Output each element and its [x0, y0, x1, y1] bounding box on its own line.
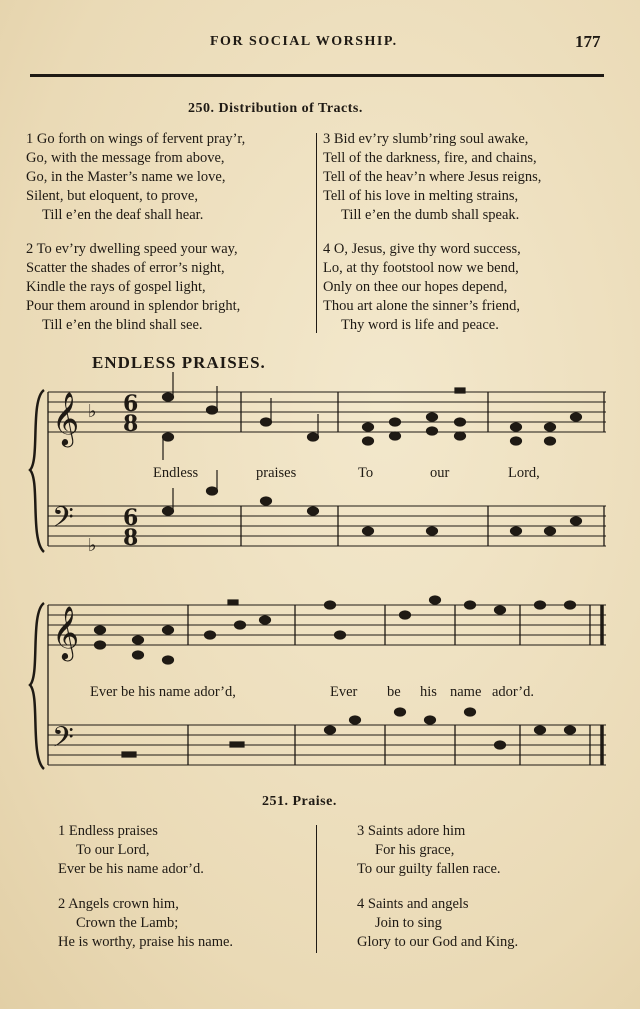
lyric-syllable: be — [387, 684, 401, 700]
flat-icon: ♭ — [88, 535, 97, 556]
lyric-syllable: name — [450, 684, 482, 700]
lyric-syllable: ador’d. — [492, 684, 535, 700]
brace-1 — [30, 390, 44, 552]
verse-line: Only on thee our hopes depend, — [323, 279, 508, 295]
verse-line: He is worthy, praise his name. — [58, 934, 234, 950]
notes-system-1 — [163, 372, 582, 535]
lyric-syllable: Endless — [153, 465, 199, 481]
lyric-syllable: Lord, — [508, 465, 540, 481]
verse-line: 2 To ev’ry dwelling speed your way, — [26, 241, 238, 257]
verse-line: Ever be his name ador’d. — [58, 861, 204, 877]
flat-icon: ♭ — [88, 401, 97, 422]
verse-line: To our Lord, — [76, 842, 150, 858]
hymn-251-verse-3 — [357, 822, 501, 879]
lyric-syllable: our — [430, 465, 450, 481]
tune-title: ENDLESS PRAISES. — [92, 353, 266, 372]
lyric-syllable: To — [358, 465, 374, 481]
page-number: 177 — [575, 32, 601, 51]
verse-line: Thou art alone the sinner’s friend, — [323, 298, 521, 314]
verse-line: 4 O, Jesus, give thy word success, — [323, 241, 521, 257]
brace-2 — [30, 603, 44, 769]
lyric-syllable: his — [420, 684, 437, 700]
verse-line: Silent, but eloquent, to prove, — [26, 188, 198, 204]
verse-line: To our guilty fallen race. — [357, 861, 501, 877]
verse-line: Till e’en the dumb shall speak. — [341, 207, 520, 223]
hymn-251-title: 251. Praise. — [262, 794, 337, 809]
verse-line: Pour them around in splendor bright, — [26, 298, 241, 314]
verse-line: Lo, at thy footstool now we bend, — [323, 260, 519, 276]
verse-line: 1 Endless praises — [58, 823, 158, 839]
verse-line: Thy word is life and peace. — [341, 317, 499, 333]
verse-line: 2 Angels crown him, — [58, 896, 179, 912]
verse-line: Till e’en the deaf shall hear. — [42, 207, 204, 223]
time-sig-bottom-bass: 8 — [123, 525, 139, 551]
verse-line: Tell of the darkness, fire, and chains, — [323, 150, 537, 166]
verse-line: Scatter the shades of error’s night, — [26, 260, 225, 276]
verse-line: Kindle the rays of gospel light, — [26, 279, 206, 295]
verse-line: Till e’en the blind shall see. — [42, 317, 203, 333]
running-title: FOR SOCIAL WORSHIP. — [210, 34, 398, 49]
notes-system-2 — [95, 596, 576, 757]
verse-line: Go, with the message from above, — [26, 150, 225, 166]
staff-treble-2 — [48, 605, 606, 645]
time-sig-bottom-treble: 8 — [123, 411, 139, 437]
hymn-250-title: 250. Distribution of Tracts. — [188, 101, 363, 116]
lyric-syllable: Ever be his name ador’d, — [90, 684, 236, 700]
time-sig-top-treble: 6 — [123, 391, 139, 417]
verse-line: Crown the Lamb; — [76, 915, 179, 931]
hymn-251-verse-1 — [58, 822, 204, 879]
verse-line: Tell of the heav’n where Jesus reigns, — [323, 169, 542, 185]
verse-line: Tell of his love in melting strains, — [323, 188, 519, 204]
verse-line: 4 Saints and angels — [357, 896, 469, 912]
column-divider — [316, 825, 317, 953]
treble-clef-icon: 𝄞 — [52, 605, 80, 659]
treble-clef-icon: 𝄞 — [52, 391, 80, 445]
verse-line: Glory to our God and King. — [357, 934, 519, 950]
lyric-syllable: Ever — [330, 684, 358, 700]
hymn-251-verse-2 — [58, 895, 233, 952]
hymn-251-verse-4 — [357, 895, 518, 952]
verse-line: 3 Saints adore him — [357, 823, 466, 839]
lyric-syllable: praises — [256, 465, 297, 481]
verse-line: Join to sing — [375, 915, 442, 931]
verse-line: 1 Go forth on wings of fervent pray’r, — [26, 131, 246, 147]
verse-line: 3 Bid ev’ry slumb’ring soul awake, — [323, 131, 529, 147]
verse-line: For his grace, — [375, 842, 455, 858]
time-sig-top-bass: 6 — [123, 505, 139, 531]
bass-clef-icon: 𝄢 — [52, 501, 74, 541]
verse-line: Go, in the Master’s name we love, — [26, 169, 226, 185]
bass-clef-icon: 𝄢 — [52, 721, 74, 761]
